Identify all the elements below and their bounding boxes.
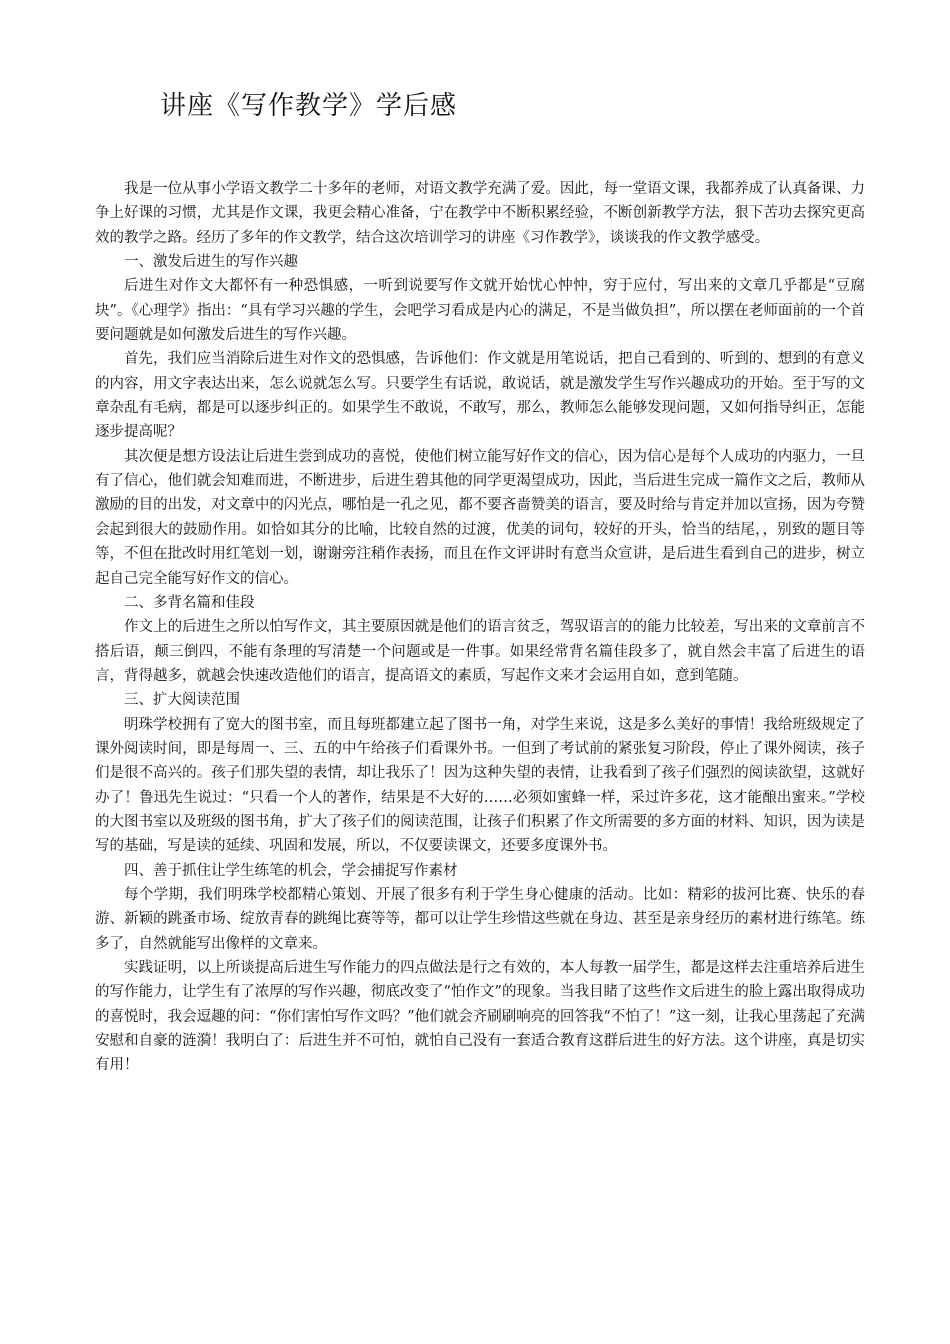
document-body xyxy=(95,177,865,1078)
section-heading: 四、善于抓住让学生练笔的机会，学会捕捉写作素材 xyxy=(124,862,458,879)
body-paragraph: 我是一位从事小学语文教学二十多年的老师，对语文教学充满了爱。因此，每一堂语文课，我都养成了认真备课、力争上好课的习惯，尤其是作文课，我更会精心准备，宁在教学中不断积累经验，不断创新教学方法，狠下苦功去探究更高效的教学之路。经历了多年的作文教学，结合这次培训学习的讲座《习作教学》，谈谈我的作文教学感受。 xyxy=(95,181,865,246)
section-heading: 一、激发后进生的写作兴趣 xyxy=(124,254,298,271)
body-paragraph: 后进生对作文大都怀有一种恐惧感，一听到说要写作文就开始忧心忡忡，穷于应付，写出来的文章几乎都是“豆腐块”。《心理学》指出：“具有学习兴趣的学生，会吧学习看成是内心的满足，不是当做负担”，所以摆在老师面前的一个首要问题就是如何激发后进生的写作兴趣。 xyxy=(95,278,865,344)
section-heading: 三、扩大阅读范围 xyxy=(124,692,240,709)
section-heading: 二、多背名篇和佳段 xyxy=(124,594,255,611)
body-paragraph: 首先，我们应当消除后进生对作文的恐惧感，告诉他们：作文就是用笔说话，把自己看到的、听到的、想到的有意义的内容，用文字表达出来，怎么说就怎么写。只要学生有话说，敢说话，就是激发学生写作兴趣成功的开始。至于写的文章杂乱有毛病，都是可以逐步纠正的。如果学生不敢说，不敢写，那么，教师怎么能够发现问题，又如何指导纠正，怎能逐步提高呢？ xyxy=(95,351,865,441)
body-paragraph: 每个学期，我们明珠学校都精心策划、开展了很多有利于学生身心健康的活动。比如：精彩的拔河比赛、快乐的春游、新颖的跳蚤市场、绽放青春的跳绳比赛等等，都可以让学生珍惜这些就在身边、甚至是亲身经历的素材进行练笔。练多了，自然就能写出像样的文章来。 xyxy=(95,886,865,952)
document-title: 讲座《写作教学》学后感 xyxy=(160,91,458,121)
body-paragraph: 实践证明，以上所谈提高后进生写作能力的四点做法是行之有效的，本人每教一届学生，都是这样去注重培养后进生的写作能力，让学生有了浓厚的写作兴趣，彻底改变了“怕作文”的现象。当我目睹了这些作文后进生的脸上露出取得成功的喜悦时，我会逗趣的问：“你们害怕写作文吗？”他们就会齐刷刷响亮的回答我“不怕了！”这一刻，让我心里荡起了充满安慰和自豪的涟漪！我明白了：后进生并不可怕，就怕自己没有一套适合教育这群后进生的好方法。这个讲座，真是切实有用！ xyxy=(95,960,865,1074)
body-paragraph: 明珠学校拥有了宽大的图书室，而且每班都建立起了图书一角，对学生来说，这是多么美好的事情！我给班级规定了课外阅读时间，即是每周一、三、五的中午给孩子们看课外书。一但到了考试前的紧张复习阶段，停止了课外阅读，孩子们是很不高兴的。孩子们那失望的表情，却让我乐了！因为这种失望的表情，让我看到了孩子们强烈的阅读欲望，这就好办了！鲁迅先生说过：“只看一个人的著作，结果是不大好的……必须如蜜蜂一样，采过许多花，这才能酿出蜜来。”学校的大图书室以及班级的图书角，扩大了孩子们的阅读范围，让孩子们积累了作文所需要的多方面的材料、知识，因为读是写的基础，写是读的延续、巩固和发展，所以，不仅要读课文，还要多度课外书。 xyxy=(95,716,865,855)
body-paragraph: 其次便是想方设法让后进生尝到成功的喜悦，使他们树立能写好作文的信心，因为信心是每个人成功的内驱力，一旦有了信心，他们就会知难而进，不断进步，后进生碧其他的同学更渴望成功，因此，当后进生完成一篇作文之后，教师从激励的目的出发，对文章中的闪光点，哪怕是一孔之见，都不要吝啬赞美的语言，要及时给与肯定并加以宣扬，因为夸赞会起到很大的鼓励作用。如恰如其分的比喻，比较自然的过渡，优美的词句，较好的开头，恰当的结尾，，别致的题目等等，不但在批改时用红笔划一划，谢谢旁注稍作表扬，而且在作文评讲时有意当众宣讲，是后进生看到自己的进步，树立起自己完全能写好作文的信心。 xyxy=(95,448,865,587)
body-paragraph: 作文上的后进生之所以怕写作文，其主要原因就是他们的语言贫乏，驾驭语言的的能力比较差，写出来的文章前言不搭后语，颠三倒四，不能有条理的写清楚一个问题或是一件事。如果经常背名篇佳段多了，就自然会丰富了后进生的语言，背得越多，就越会快速改造他们的语言，提高语文的素质，写起作文来才会运用自如，意到笔随。 xyxy=(95,619,865,684)
